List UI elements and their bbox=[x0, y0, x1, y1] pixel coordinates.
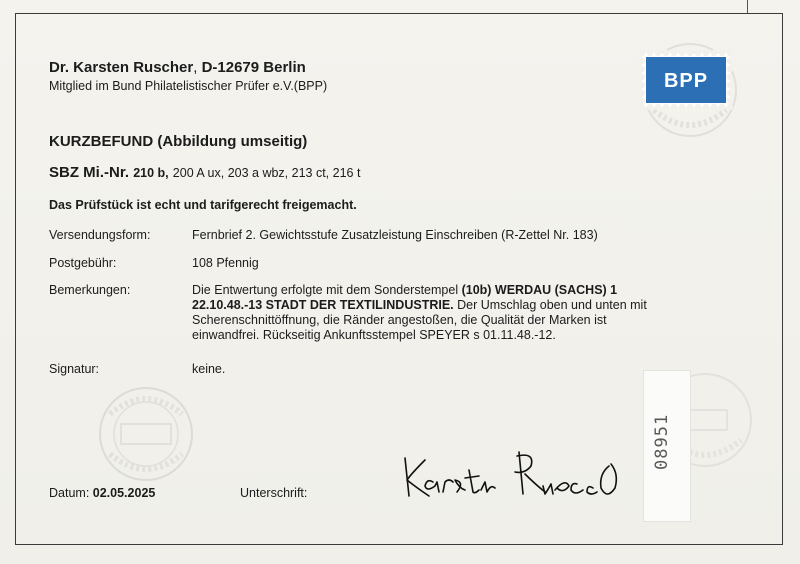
bpp-stamp-logo-icon bbox=[636, 47, 736, 113]
gebuehr-value: 108 Pfennig bbox=[192, 256, 259, 270]
signatur-label: Signatur: bbox=[49, 362, 100, 376]
report-title: KURZBEFUND (Abbildung umseitig) bbox=[49, 133, 308, 150]
datum-label: Datum: bbox=[49, 486, 90, 500]
examiner-name: Dr. Karsten Ruscher bbox=[49, 59, 194, 76]
examiner-location: D-12679 Berlin bbox=[201, 59, 306, 76]
versand-value: Fernbrief 2. Gewichtsstufe Zusatzleistung Einschreiben (R-Zettel Nr. 183) bbox=[192, 228, 598, 242]
verdict-text: Das Prüfstück ist echt und tarifgerecht freigemacht. bbox=[49, 198, 357, 212]
edge-tick bbox=[747, 0, 748, 13]
bemerkungen-post: Der Umschlag oben und unten mit Scherenschnittöffnung, die Ränder angestoßen, die Qualität der Marken ist einwandfrei. Rückseitig Ankunftsstempel SPEYER s 01.11.48.-12. bbox=[192, 298, 647, 342]
bpp-seal-text: BPP bbox=[663, 70, 709, 92]
handwritten-signature bbox=[395, 448, 635, 508]
membership-line: Mitglied im Bund Philatelistischer Prüfer e.V.(BPP) bbox=[49, 79, 328, 93]
unterschrift-label: Unterschrift: bbox=[240, 486, 308, 500]
catalog-prefix: SBZ Mi.-Nr. bbox=[49, 164, 130, 181]
certificate-number: 08951 bbox=[652, 413, 672, 470]
bemerkungen-pre: Die Entwertung erfolgte mit dem Sonderstempel bbox=[192, 283, 462, 297]
embossed-seal-icon bbox=[96, 384, 196, 484]
signatur-value: keine. bbox=[192, 362, 226, 376]
gebuehr-label: Postgebühr: bbox=[49, 256, 117, 270]
bemerkungen-value bbox=[192, 283, 662, 343]
examiner-name-line bbox=[49, 60, 306, 75]
datum-line bbox=[49, 486, 155, 501]
catalog-line bbox=[49, 165, 360, 181]
bemerkungen-cancel-stamp: (10b) WERDAU (SACHS) 1 22.10.48.-13 STADT DER TEXTILINDUSTRIE. bbox=[192, 283, 618, 312]
name-separator: , bbox=[193, 59, 198, 76]
versand-label: Versendungsform: bbox=[49, 228, 151, 242]
catalog-main: 210 b, bbox=[133, 166, 169, 180]
catalog-rest: 200 A ux, 203 a wbz, 213 ct, 216 t bbox=[172, 166, 361, 180]
bemerkungen-label: Bemerkungen: bbox=[49, 283, 131, 297]
datum-value: 02.05.2025 bbox=[92, 486, 156, 500]
